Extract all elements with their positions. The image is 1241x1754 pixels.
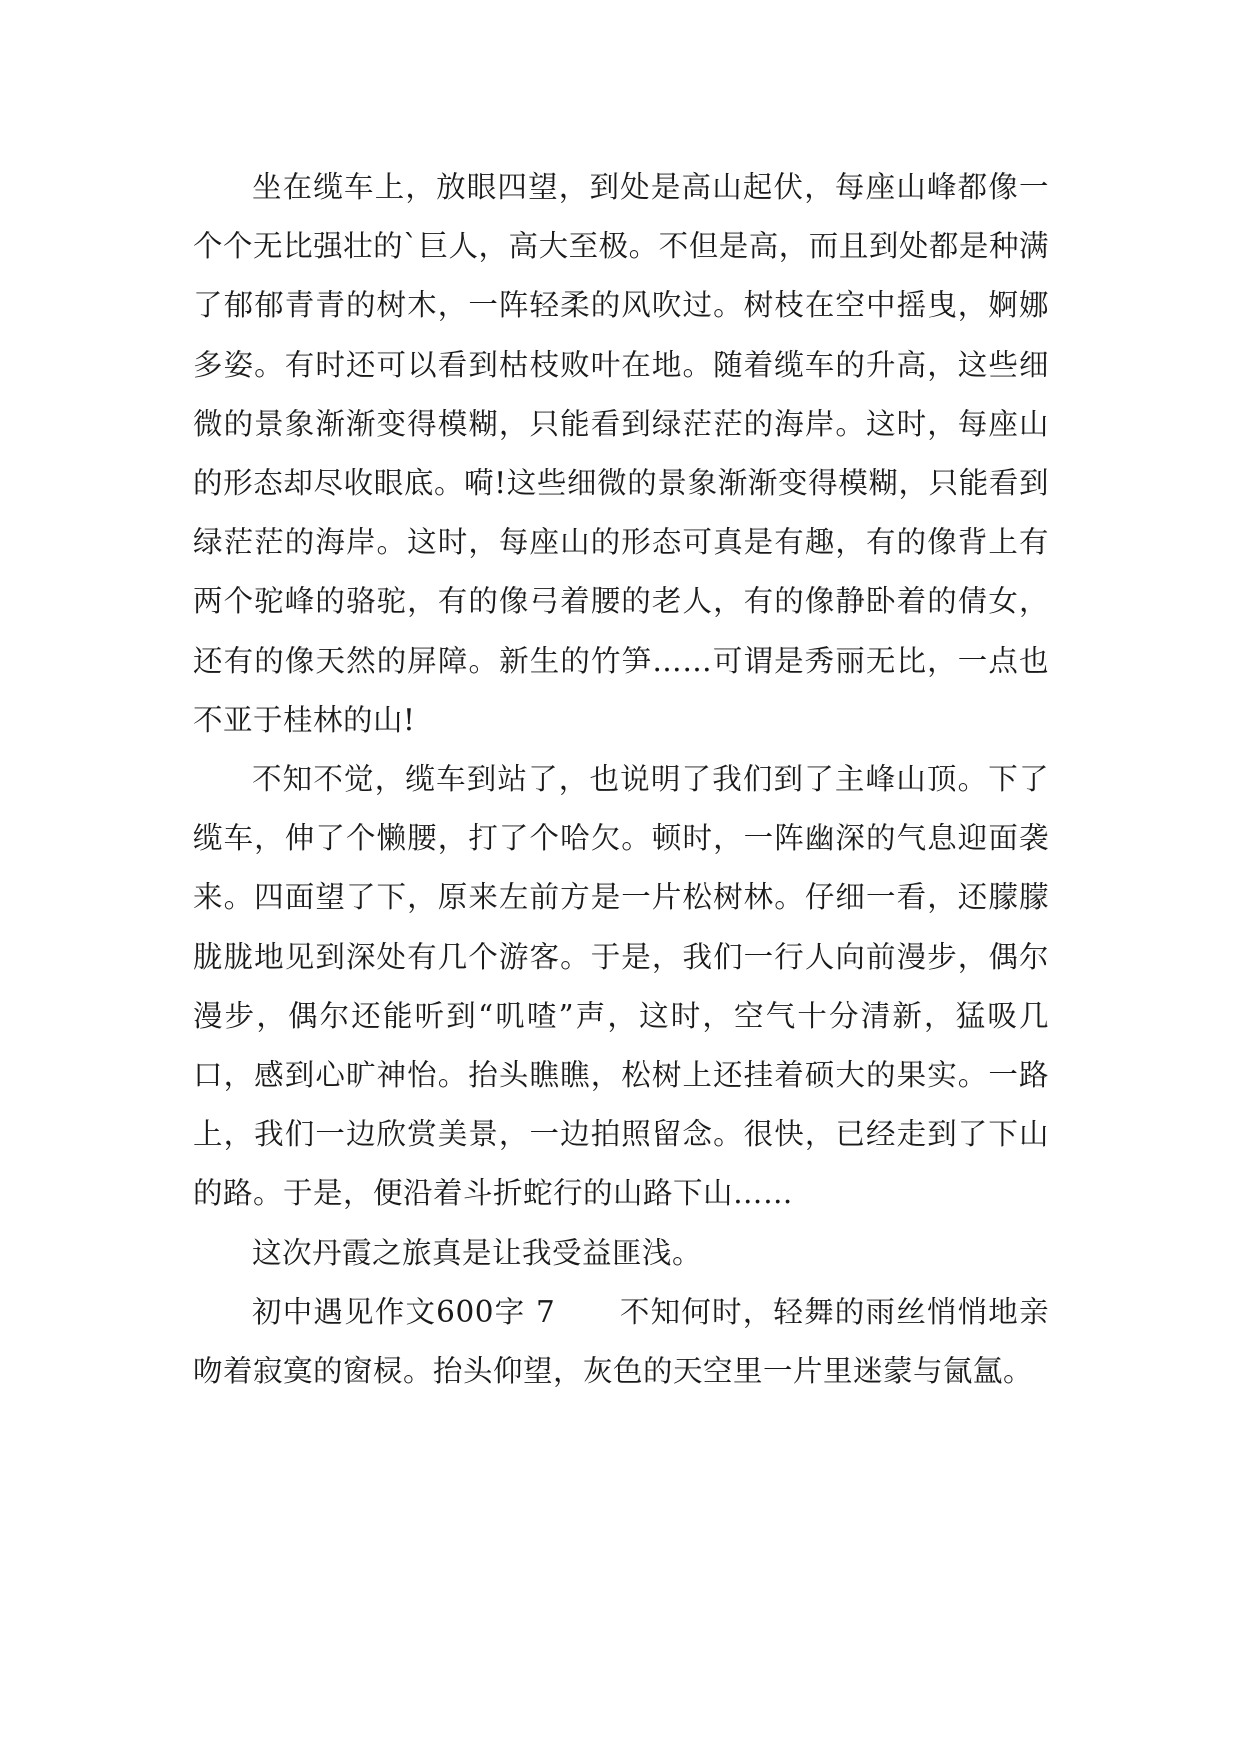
document-body — [193, 158, 1049, 1401]
paragraph-conclusion: 这次丹霞之旅真是让我受益匪浅。 — [252, 1235, 703, 1270]
paragraph-new-essay — [193, 1283, 1049, 1401]
essay-heading: 初中遇见作文600字 7 — [252, 1294, 556, 1329]
paragraph-summit: 不知不觉，缆车到站了，也说明了我们到了主峰山顶。下了缆车，伸了个懒腰，打了个哈欠。顿时，一阵幽深的气息迎面袭来。四面望了下，原来左前方是一片松树林。仔细一看，还朦朦胧胧地见到深处有几个游客。于是，我们一行人向前漫步，偶尔漫步，偶尔还能听到“叽喳”声，这时，空气十分清新，猛吸几口，感到心旷神怡。抬头瞧瞧，松树上还挂着硕大的果实。一路上，我们一边欣赏美景，一边拍照留念。很快，已经走到了下山的路。于是，便沿着斗折蛇行的山路下山…… — [193, 762, 1049, 1211]
paragraph-cable-car: 坐在缆车上，放眼四望，到处是高山起伏，每座山峰都像一个个无比强壮的`巨人，高大至极。不但是高，而且到处都是种满了郁郁青青的树木，一阵轻柔的风吹过。树枝在空中摇曳，婀娜多姿。有时还可以看到枯枝败叶在地。随着缆车的升高，这些细微的景象渐渐变得模糊，只能看到绿茫茫的海岸。这时，每座山的形态却尽收眼底。嗬!这些细微的景象渐渐变得模糊，只能看到绿茫茫的海岸。这时，每座山的形态可真是有趣，有的像背上有两个驼峰的骆驼，有的像弓着腰的老人，有的像静卧着的倩女，还有的像天然的屏障。新生的竹笋……可谓是秀丽无比，一点也不亚于桂林的山! — [193, 170, 1049, 737]
essay-opening-text: 不知何时，轻舞的雨丝悄悄地亲吻着寂寞的窗棂。抬头仰望，灰色的天空里一片里迷蒙与氤氲。 — [193, 1294, 1049, 1389]
